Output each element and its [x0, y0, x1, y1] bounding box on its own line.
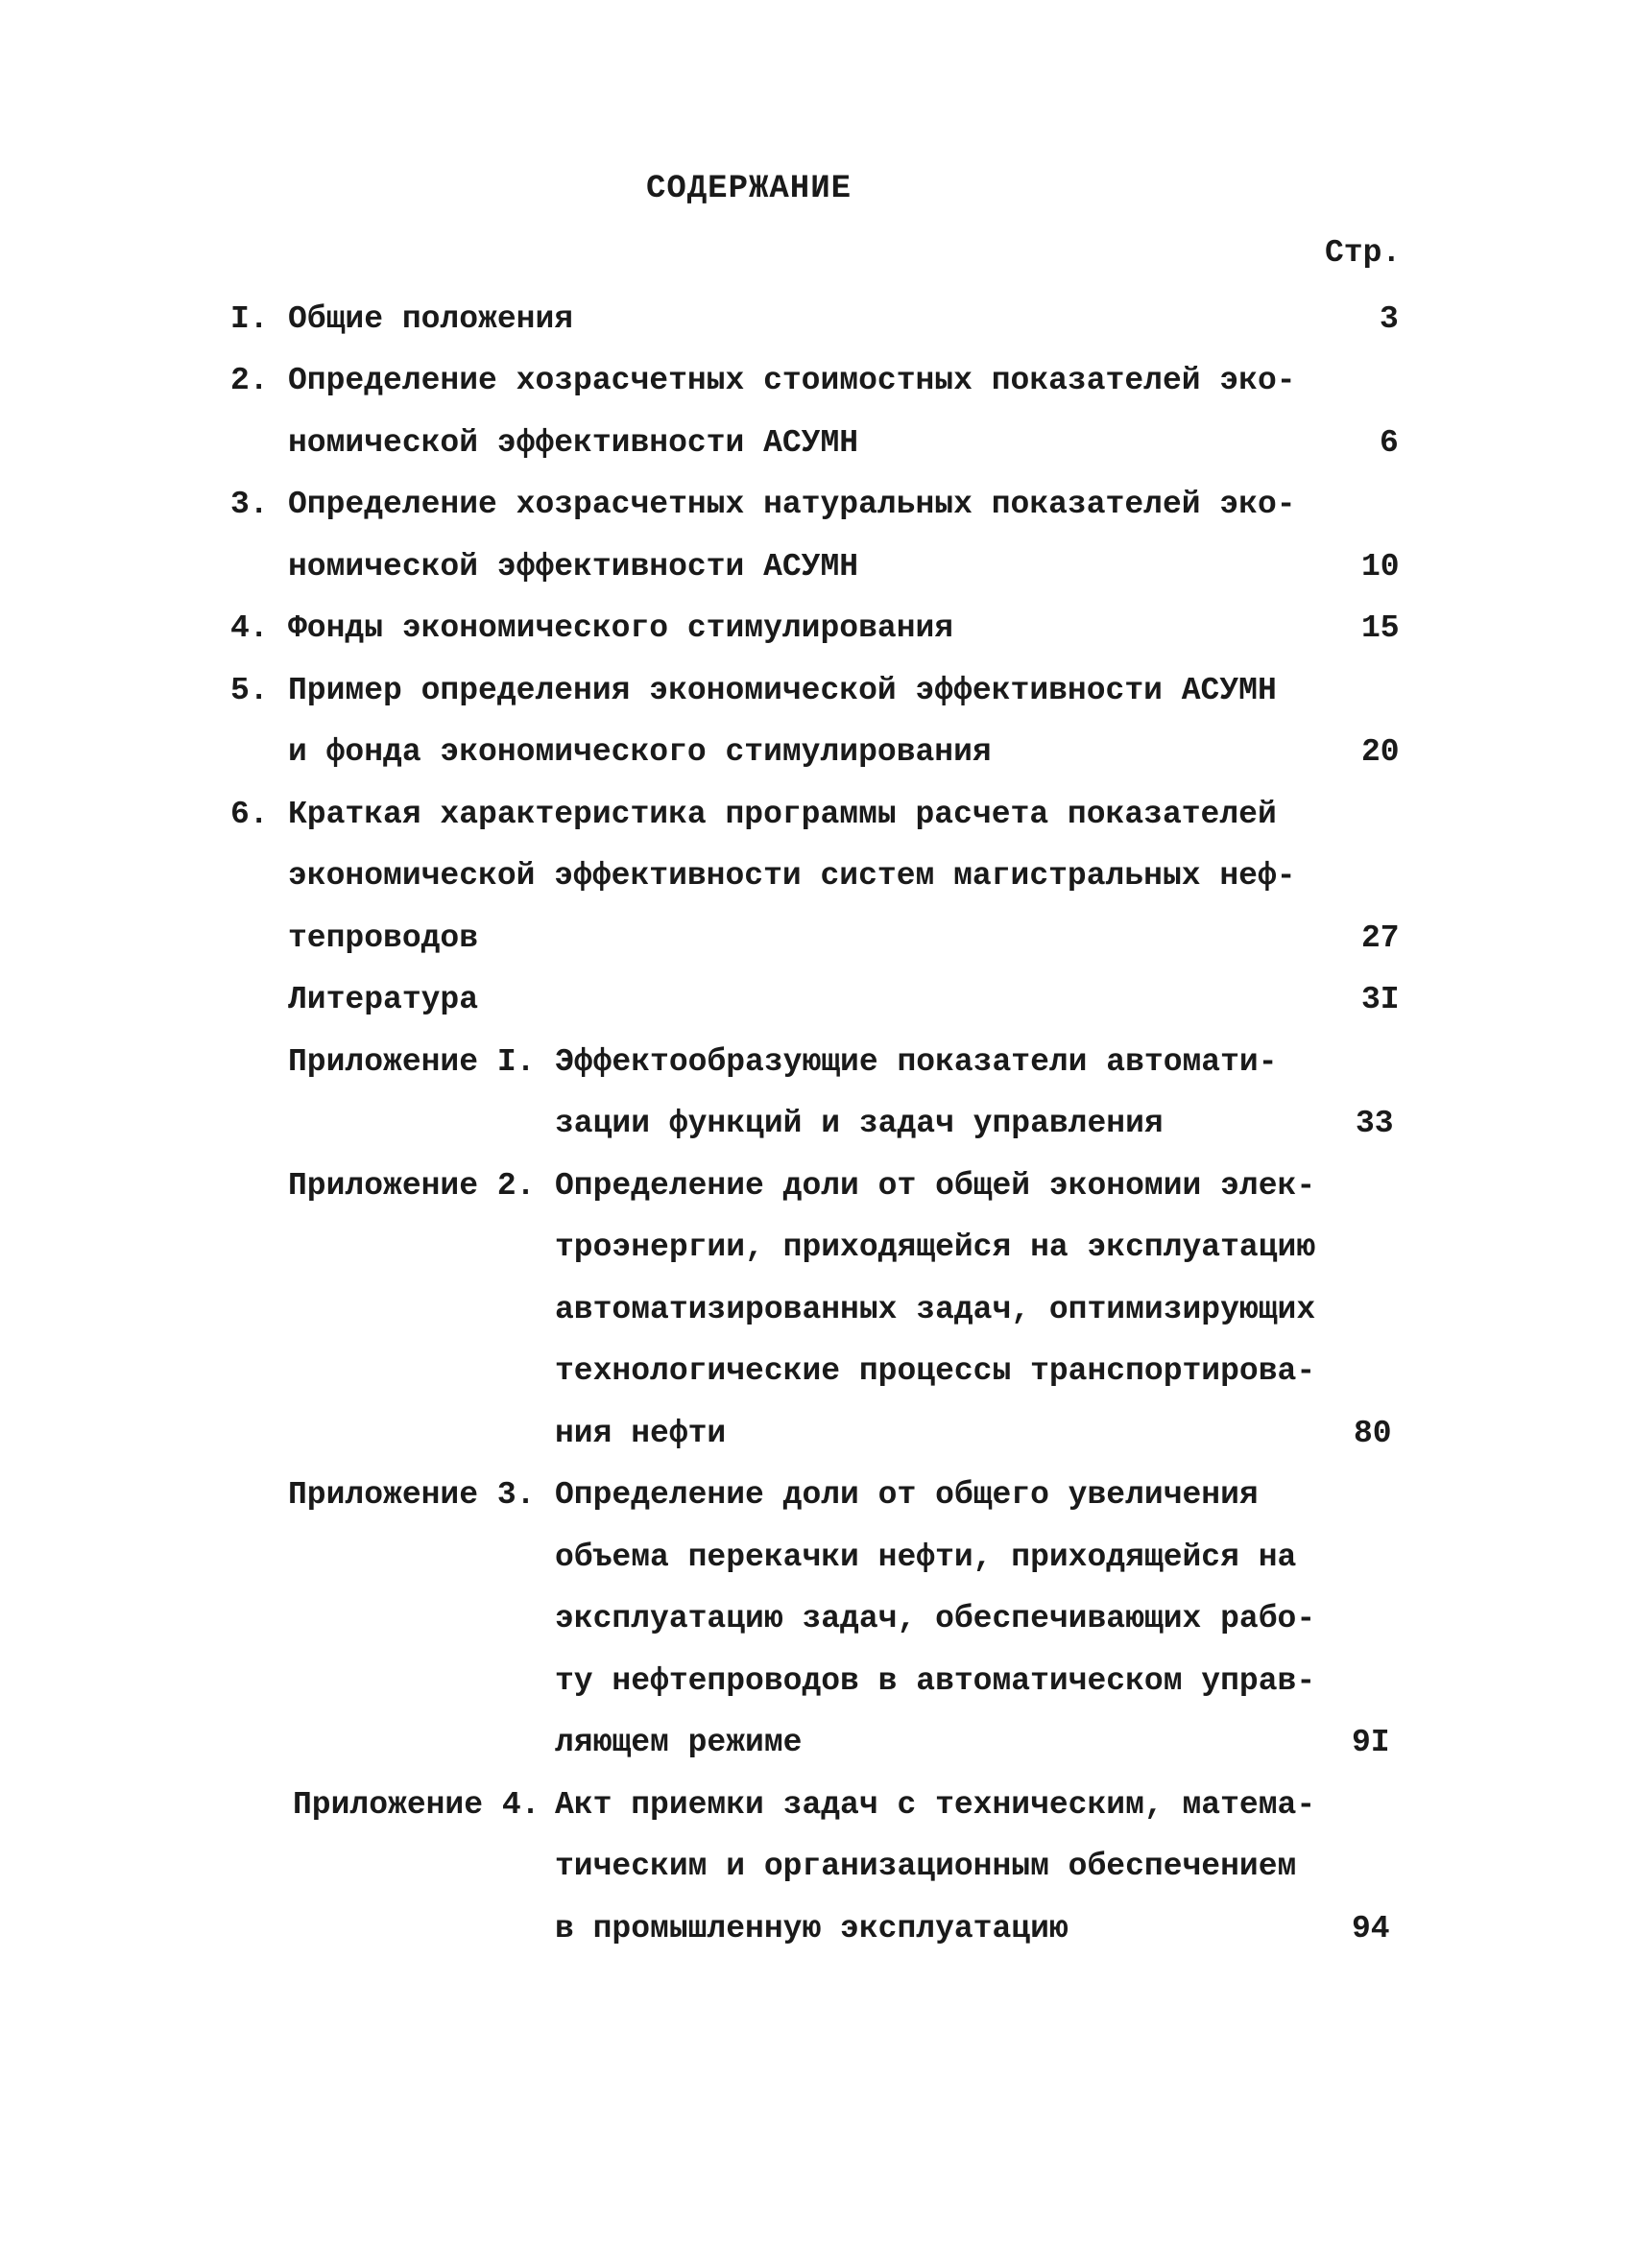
appendix-text: эксплуатацию задач, обеспечивающих рабо-	[555, 1601, 1316, 1636]
entry-page: 3I	[1361, 982, 1400, 1017]
appendix-text: ляющем режиме	[555, 1725, 803, 1760]
entry-page: 6	[1380, 425, 1399, 461]
page-title: СОДЕРЖАНИЕ	[645, 171, 853, 207]
entry-number: 5.	[230, 673, 269, 708]
literature-entry: Литература	[288, 982, 479, 1017]
appendix-text: Определение доли от общего увеличения	[555, 1477, 1259, 1513]
appendix-text: в промышленную эксплуатацию	[555, 1911, 1069, 1946]
entry-text: Краткая характеристика программы расчета показателей	[288, 797, 1277, 832]
entry-page: 3	[1380, 301, 1399, 337]
appendix-label: Приложение 4.	[293, 1787, 540, 1823]
entry-text: Общие положения	[288, 301, 574, 337]
entry-text: Фонды экономического стимулирования	[288, 610, 954, 646]
appendix-text: Определение доли от общей экономии элек-	[555, 1168, 1316, 1204]
appendix-page: 9I	[1352, 1725, 1390, 1760]
appendix-label: Приложение I.	[288, 1044, 536, 1080]
appendix-label: Приложение 2.	[288, 1168, 536, 1204]
appendix-text: ния нефти	[555, 1416, 727, 1451]
appendix-text: автоматизированных задач, оптимизирующих	[555, 1292, 1316, 1327]
entry-text: номической эффективности АСУМН	[288, 549, 859, 585]
entry-text: тепроводов	[288, 920, 479, 956]
entry-text: Определение хозрасчетных стоимостных показателей эко-	[288, 363, 1296, 398]
entry-text: экономической эффективности систем магистральных неф-	[288, 858, 1296, 894]
entry-number: 3.	[230, 487, 269, 522]
appendix-page: 94	[1352, 1911, 1390, 1946]
entry-page: 15	[1361, 610, 1400, 646]
appendix-text: троэнергии, приходящейся на эксплуатацию	[555, 1229, 1316, 1265]
page-column-header: Стр.	[1325, 235, 1402, 271]
entry-text: номической эффективности АСУМН	[288, 425, 859, 461]
appendix-text: ту нефтепроводов в автоматическом управ-	[555, 1663, 1316, 1699]
appendix-text: Акт приемки задач с техническим, матема-	[555, 1787, 1316, 1823]
entry-number: 2.	[230, 363, 269, 398]
appendix-page: 80	[1354, 1416, 1392, 1451]
appendix-label: Приложение 3.	[288, 1477, 536, 1513]
entry-text: Определение хозрасчетных натуральных показателей эко-	[288, 487, 1296, 522]
appendix-text: объема перекачки нефти, приходящейся на	[555, 1540, 1297, 1575]
entry-page: 27	[1361, 920, 1400, 956]
appendix-text: тическим и организационным обеспечением	[555, 1849, 1297, 1884]
appendix-text: технологические процессы транспортирова-	[555, 1353, 1316, 1389]
appendix-text: зации функций и задач управления	[555, 1106, 1164, 1141]
appendix-text: Эффектообразующие показатели автомати-	[555, 1044, 1278, 1080]
entry-number: 4.	[230, 610, 269, 646]
appendix-page: 33	[1356, 1106, 1394, 1141]
entry-text: Пример определения экономической эффективности АСУМН	[288, 673, 1277, 708]
entry-number: I.	[230, 301, 269, 337]
entry-page: 10	[1361, 549, 1400, 585]
entry-number: 6.	[230, 797, 269, 832]
entry-text: и фонда экономического стимулирования	[288, 734, 992, 770]
entry-page: 20	[1361, 734, 1400, 770]
